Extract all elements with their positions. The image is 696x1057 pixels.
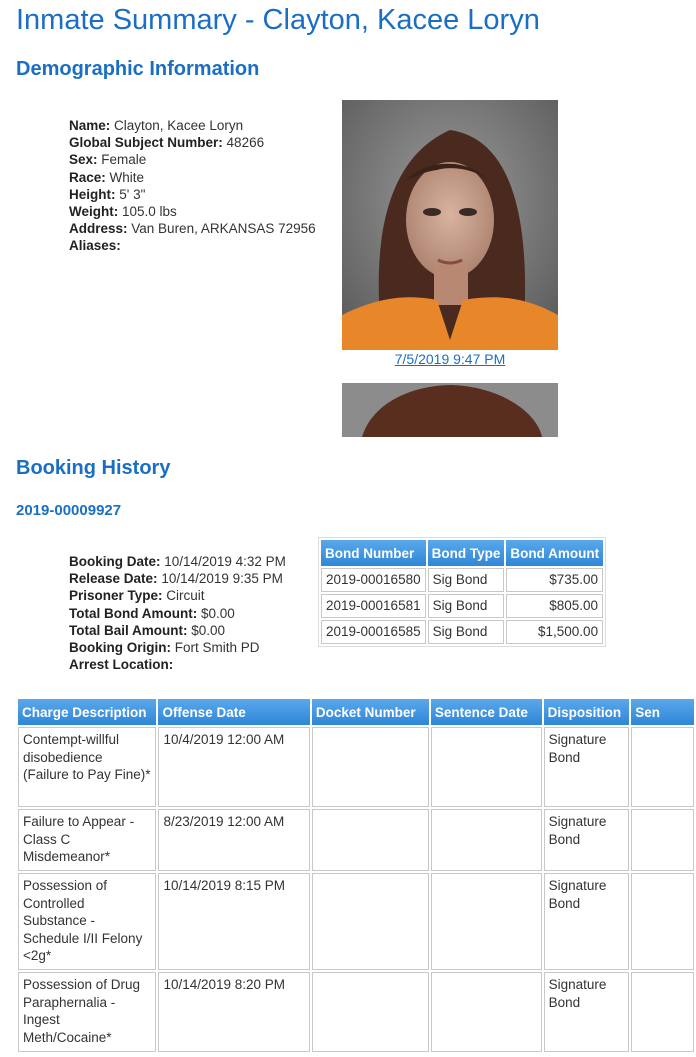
total-bond-row (69, 605, 286, 622)
sentence-date (431, 873, 542, 970)
sentence (631, 809, 694, 871)
charge-row (18, 727, 694, 807)
demographic-heading: Demographic Information (16, 58, 260, 80)
page-title: Inmate Summary - Clayton, Kacee Loryn (16, 4, 540, 36)
charge-row (18, 809, 694, 871)
docket-number (312, 972, 429, 1052)
bond-row (321, 594, 603, 618)
bond-cell: $735.00 (506, 568, 603, 592)
field-value: $0.00 (200, 605, 235, 621)
charges-col-header: Charge Description (18, 699, 156, 725)
field-value: Circuit (166, 588, 205, 604)
demo-weight-row (69, 203, 316, 220)
offense-date: 10/14/2019 8:15 PM (158, 873, 309, 970)
field-label: Prisoner Type: (69, 588, 163, 604)
mugshot-photo[interactable] (342, 100, 558, 350)
bond-row (321, 568, 603, 592)
charges-table-container[interactable] (16, 697, 661, 1054)
offense-date: 10/4/2019 12:00 AM (158, 727, 309, 807)
field-label: Total Bail Amount: (69, 622, 188, 638)
charge-row (18, 873, 694, 970)
charge-description: Contempt-willful disobedience (Failure to Pay Fine)* (18, 727, 156, 807)
field-label: Aliases: (69, 238, 121, 254)
field-value: Clayton, Kacee Loryn (114, 118, 244, 133)
demo-sex-row (69, 151, 316, 168)
bond-cell: Sig Bond (428, 568, 505, 592)
docket-number (312, 727, 429, 807)
docket-number (312, 873, 429, 970)
field-label: Global Subject Number: (69, 135, 223, 151)
field-label: Booking Date: (69, 554, 161, 569)
charges-col-header: Disposition (544, 699, 630, 725)
disposition: Signature Bond (544, 727, 630, 807)
sentence-date (431, 809, 542, 871)
booking-number: 2019-00009927 (16, 502, 122, 519)
charge-description: Failure to Appear - Class C Misdemeanor* (18, 809, 156, 871)
disposition: Signature Bond (544, 809, 630, 871)
disposition: Signature Bond (544, 873, 630, 970)
field-value: White (109, 169, 145, 185)
bond-cell: 2019-00016580 (321, 568, 426, 592)
field-label: Address: (69, 221, 128, 237)
bond-col-header: Bond Amount (506, 540, 603, 566)
demo-race-row (69, 169, 316, 186)
docket-number (312, 809, 429, 871)
field-value: $0.00 (191, 622, 226, 638)
booking-history-heading: Booking History (16, 457, 171, 479)
booking-origin-row (69, 639, 286, 656)
demo-address-row (69, 220, 316, 237)
field-value: 10/14/2019 4:32 PM (164, 554, 286, 569)
bond-cell: $805.00 (506, 594, 603, 618)
field-label: Sex: (69, 152, 98, 168)
bond-col-header: Bond Type (428, 540, 505, 566)
charges-header-row (18, 699, 694, 725)
field-label: Weight: (69, 204, 119, 220)
disposition: Signature Bond (544, 972, 630, 1052)
field-value: 48266 (226, 135, 265, 151)
total-bail-row (69, 622, 286, 639)
field-label: Release Date: (69, 571, 158, 587)
bond-row (321, 620, 603, 644)
charges-col-header: Sentence Date (431, 699, 542, 725)
demo-name-row (69, 117, 316, 134)
field-value: 10/14/2019 9:35 PM (161, 571, 283, 587)
field-value: Female (101, 152, 147, 168)
charges-col-header: Offense Date (158, 699, 309, 725)
field-value: 5' 3" (119, 186, 146, 202)
field-label: Race: (69, 169, 106, 185)
booking-info (69, 553, 286, 673)
prisoner-type-row (69, 587, 286, 604)
demo-aliases-row (69, 237, 316, 254)
sentence (631, 873, 694, 970)
sentence (631, 727, 694, 807)
sentence-date (431, 972, 542, 1052)
field-value: 105.0 lbs (122, 204, 177, 220)
demo-gsn-row (69, 134, 316, 151)
field-label: Total Bond Amount: (69, 605, 198, 621)
bond-cell: 2019-00016585 (321, 620, 426, 644)
bond-cell: 2019-00016581 (321, 594, 426, 618)
bond-table-header (321, 540, 603, 566)
sentence-date (431, 727, 542, 807)
bond-col-header: Bond Number (321, 540, 426, 566)
field-value: Van Buren, ARKANSAS 72956 (131, 221, 316, 237)
photo-timestamp-link[interactable]: 7/5/2019 9:47 PM (394, 351, 506, 367)
bond-cell: Sig Bond (428, 594, 505, 618)
demo-height-row (69, 186, 316, 203)
booking-date-row (69, 553, 286, 570)
offense-date: 8/23/2019 12:00 AM (158, 809, 309, 871)
charge-row (18, 972, 694, 1052)
field-label: Name: (69, 118, 111, 133)
sentence (631, 972, 694, 1052)
charges-col-header: Sen (631, 699, 694, 725)
charges-col-header: Docket Number (312, 699, 429, 725)
arrest-location-row (69, 656, 286, 673)
bond-cell: $1,500.00 (506, 620, 603, 644)
bond-cell: Sig Bond (428, 620, 505, 644)
demographic-info (69, 117, 316, 255)
charge-description: Possession of Drug Paraphernalia - Ingest Meth/Cocaine* (18, 972, 156, 1052)
bond-table (318, 537, 606, 647)
field-label: Arrest Location: (69, 657, 174, 673)
field-label: Height: (69, 186, 116, 202)
field-value: Fort Smith PD (174, 640, 260, 656)
charge-description: Possession of Controlled Substance - Schedule I/II Felony <2g* (18, 873, 156, 970)
field-label: Booking Origin: (69, 640, 171, 656)
charges-table (16, 697, 696, 1054)
release-date-row (69, 570, 286, 587)
mugshot-photo-2[interactable] (342, 383, 558, 437)
offense-date: 10/14/2019 8:20 PM (158, 972, 309, 1052)
